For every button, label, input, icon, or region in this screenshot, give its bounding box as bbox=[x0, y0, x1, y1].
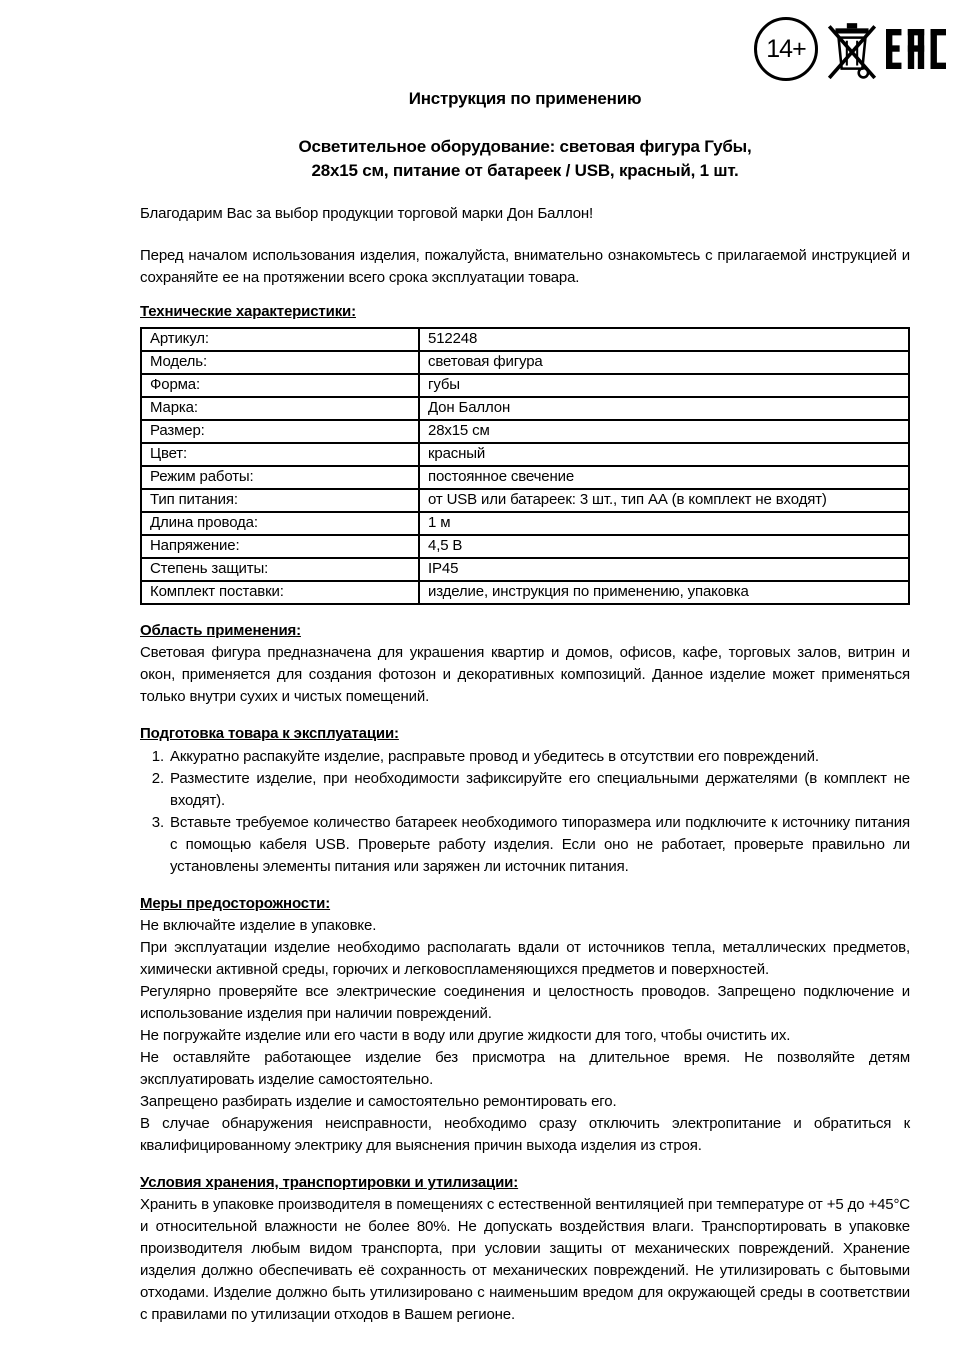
spec-row bbox=[141, 351, 909, 374]
spec-value: 28х15 см bbox=[419, 420, 909, 443]
spec-row bbox=[141, 443, 909, 466]
spec-value: 512248 bbox=[419, 328, 909, 351]
spec-value: 4,5 В bbox=[419, 535, 909, 558]
storage-paragraph: Хранить в упаковке производителя в помещениях с естественной вентиляцией при температуре от +5 до +45°С и относительной влажности не более 80%. Не допускать воздействия влаги. Транспортировать в упаковке производителя любым видом транспорта, при условии защиты от механических повреждений. Хранение изделия должно обеспечивать её сохранность от механических повреждений. Не утилизировать с бытовыми отходами. Изделие должно быть утилизировано с наименьшим вредом для окружающей среды в соответствии с правилами по утилизации отходов в Вашем регионе. bbox=[140, 1196, 910, 1323]
spec-row bbox=[141, 397, 909, 420]
precautions-paragraph: Не погружайте изделие или его части в воду или другие жидкости для того, чтобы очистить их. bbox=[140, 1027, 791, 1044]
subtitle-line-2: 28х15 см, питание от батареек / USB, красный, 1 шт. bbox=[311, 161, 739, 180]
precautions-paragraph: При эксплуатации изделие необходимо располагать вдали от источников тепла, металлических предметов, химически активной среды, горючих и легковоспламеняющихся предметов и поверхностей. bbox=[140, 939, 910, 978]
spec-value: красный bbox=[419, 443, 909, 466]
precautions-paragraph: В случае обнаружения неисправности, необходимо сразу отключить электропитание и обратиться к квалифицированному электрику для выяснения причин выхода изделия из строя. bbox=[140, 1115, 910, 1154]
preparation-heading: Подготовка товара к эксплуатации: bbox=[140, 725, 399, 742]
precautions-paragraph: Запрещено разбирать изделие и самостоятельно ремонтировать его. bbox=[140, 1093, 617, 1110]
product-subtitle bbox=[140, 135, 910, 183]
page-title: Инструкция по применению bbox=[408, 89, 642, 108]
application-paragraph: Световая фигура предназначена для украшения квартир и домов, офисов, кафе, торговых залов, витрин и окон, применяется для создания фотозон и декоративных композиций. Данное изделие может применяться только внутри сухих и чистых помещений. bbox=[140, 644, 910, 705]
spec-label: Степень защиты: bbox=[141, 558, 419, 581]
spec-value: постоянное свечение bbox=[419, 466, 909, 489]
spec-label: Тип питания: bbox=[141, 489, 419, 512]
list-item: 1. Аккуратно распакуйте изделие, расправьте провод и убедитесь в отсутствии его повреждений. bbox=[168, 746, 910, 768]
spec-row bbox=[141, 466, 909, 489]
spec-label: Марка: bbox=[141, 397, 419, 420]
spec-label: Артикул: bbox=[141, 328, 419, 351]
age-rating-14plus-icon bbox=[754, 17, 818, 81]
precautions-paragraph: Регулярно проверяйте все электрические соединения и целостность проводов. Запрещено подключение и использование изделия при наличии повреждений. bbox=[140, 983, 910, 1022]
spec-label: Форма: bbox=[141, 374, 419, 397]
spec-row bbox=[141, 535, 909, 558]
spec-label: Модель: bbox=[141, 351, 419, 374]
preparation-list bbox=[140, 746, 910, 878]
spec-row bbox=[141, 489, 909, 512]
specs-heading: Технические характеристики: bbox=[140, 303, 356, 320]
spec-row bbox=[141, 420, 909, 443]
precautions-paragraph: Не включайте изделие в упаковке. bbox=[140, 917, 377, 934]
subtitle-line-1: Осветительное оборудование: световая фигура Губы, bbox=[298, 137, 752, 156]
spec-value: изделие, инструкция по применению, упаковка bbox=[419, 581, 909, 604]
precautions-heading: Меры предосторожности: bbox=[140, 895, 331, 912]
specs-table bbox=[140, 327, 910, 605]
header-icons bbox=[754, 16, 946, 82]
eac-mark-icon bbox=[886, 25, 946, 73]
spec-label: Размер: bbox=[141, 420, 419, 443]
spec-label: Цвет: bbox=[141, 443, 419, 466]
spec-value: световая фигура bbox=[419, 351, 909, 374]
spec-label: Напряжение: bbox=[141, 535, 419, 558]
intro-thanks-paragraph: Благодарим Вас за выбор продукции торговой марки Дон Баллон! bbox=[140, 205, 594, 222]
intro-note-paragraph: Перед началом использования изделия, пожалуйста, внимательно ознакомьтесь с прилагаемой инструкцией и сохраняйте ее на протяжении всего срока эксплуатации товара. bbox=[140, 247, 910, 286]
spec-label: Режим работы: bbox=[141, 466, 419, 489]
age-rating-label: 14+ bbox=[766, 34, 806, 63]
storage-heading: Условия хранения, транспортировки и утилизации: bbox=[140, 1174, 519, 1191]
precautions-paragraph: Не оставляйте работающее изделие без присмотра на длительное время. Не позволяйте детям эксплуатировать изделие самостоятельно. bbox=[140, 1049, 910, 1088]
application-heading: Область применения: bbox=[140, 622, 301, 639]
list-item: 3. Вставьте требуемое количество батареек необходимого типоразмера или подключите к источнику питания с помощью кабеля USB. Проверьте работу изделия. Если оно не работает, проверьте правильно ли установлены элементы питания или заряжен ли источник питания. bbox=[168, 812, 910, 878]
spec-label: Длина провода: bbox=[141, 512, 419, 535]
spec-row bbox=[141, 512, 909, 535]
list-item: 2. Разместите изделие, при необходимости зафиксируйте его специальными держателями (в комплект не входят). bbox=[168, 768, 910, 812]
spec-value: IP45 bbox=[419, 558, 909, 581]
spec-value: от USB или батареек: 3 шт., тип АА (в комплект не входят) bbox=[419, 489, 909, 512]
spec-value: Дон Баллон bbox=[419, 397, 909, 420]
spec-label: Комплект поставки: bbox=[141, 581, 419, 604]
spec-row bbox=[141, 328, 909, 351]
spec-row bbox=[141, 581, 909, 604]
weee-crossed-bin-icon bbox=[827, 18, 877, 80]
spec-row bbox=[141, 558, 909, 581]
spec-value: губы bbox=[419, 374, 909, 397]
spec-row bbox=[141, 374, 909, 397]
spec-value: 1 м bbox=[419, 512, 909, 535]
